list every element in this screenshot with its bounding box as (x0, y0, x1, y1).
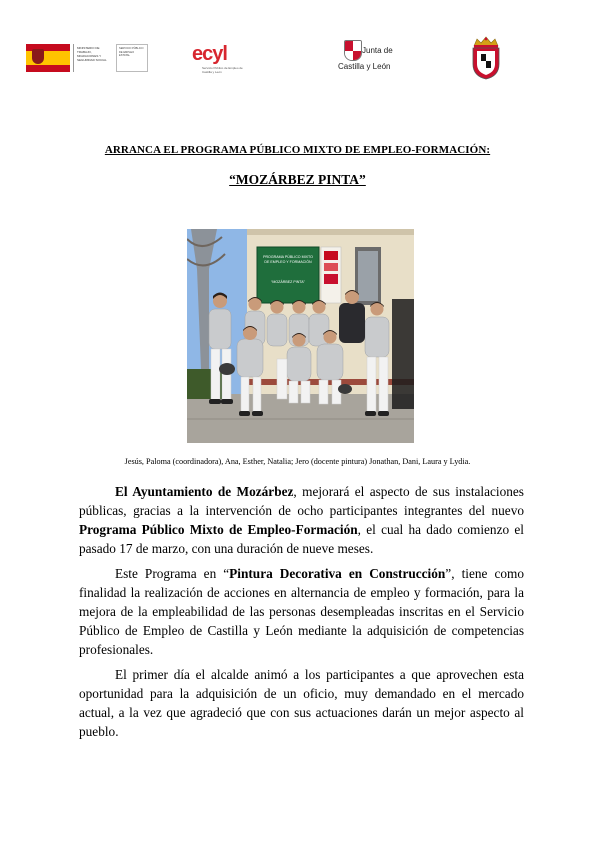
paragraph-1-bold-1: El Ayuntamiento de Mozárbez (115, 484, 294, 499)
junta-label-line2: Castilla y León (338, 62, 391, 71)
royal-crest-icon (32, 49, 44, 64)
sign-line3: “MOZÁRBEZ PINTA” (271, 280, 305, 284)
group-photo-image (187, 229, 414, 443)
logo-divider (73, 44, 74, 72)
logo-ministerio-trabajo (26, 43, 144, 73)
paragraph-2-bold-1: Pintura Decorativa en Construcción (229, 566, 446, 581)
paragraph-1-text-1: , mejorará el aspecto de sus instalaciones públicas, gracias a la intervención de ocho participantes integrantes del nuevo (79, 484, 524, 518)
paragraph-3 (79, 665, 524, 741)
castilla-leon-shield-icon (344, 40, 362, 61)
paragraph-2-text-1: Este Programa en “ (115, 566, 230, 581)
sign-line1: PROGRAMA PÚBLICO MIXTO (263, 255, 313, 259)
logo-junta-castilla-leon (338, 40, 400, 78)
ecyl-e: e (192, 43, 203, 65)
paragraph-2-text-2: ”, tiene como finalidad la realización de acciones en alternancia de empleo y formación, para la mejora de la empleabilidad de las personas desempleadas inscritas en el Servicio Público de Empleo de Castilla y León mediante la adquisición de competencias profesionales. (79, 566, 524, 657)
logo-ecyl (192, 43, 252, 75)
group-photo (187, 229, 414, 443)
document-subtitle: “MOZÁRBEZ PINTA” (229, 172, 366, 187)
ministerio-label: MINISTERIO DE TRABAJO, MIGRACIONES Y SEGURIDAD SOCIAL (77, 46, 107, 62)
paragraph-1-text-2: , el cual ha dado comienzo el pasado 17 de marzo, con una duración de nueve meses. (79, 522, 524, 556)
ecyl-subtitle: Servicio Público de Empleo de Castilla y León (202, 66, 243, 74)
paragraph-1 (79, 482, 524, 558)
paragraph-1-bold-2: Programa Público Mixto de Empleo-Formación (79, 522, 358, 537)
ecyl-wordmark (192, 43, 227, 66)
photo-caption: Jesús, Paloma (coordinadora), Ana, Esther, Natalia; Jero (docente pintura) Jonathan, Dani, Laura y Lydia. (124, 457, 471, 466)
escudo-mozarbez (469, 36, 503, 80)
escudo-icon (469, 36, 503, 80)
ecyl-cyl: cyl (202, 43, 227, 65)
document-title: ARRANCA EL PROGRAMA PÚBLICO MIXTO DE EMPLEO-FORMACIÓN: (104, 144, 491, 156)
paragraph-3-text-1: El primer día el alcalde animó a los participantes a que aprovechen esta oportunidad para la adquisición de un oficio, muy demandado en el mercado actual, a la vez que agradeció que con sus actuaciones darán un mejor aspecto al pueblo. (79, 667, 524, 739)
junta-label-line1: Junta de (362, 46, 393, 55)
paragraph-2 (79, 564, 524, 659)
sign-line2: DE EMPLEO Y FORMACIÓN (264, 260, 312, 264)
sepe-label: SERVICIO PÚBLICO DE EMPLEO ESTATAL (116, 44, 148, 72)
